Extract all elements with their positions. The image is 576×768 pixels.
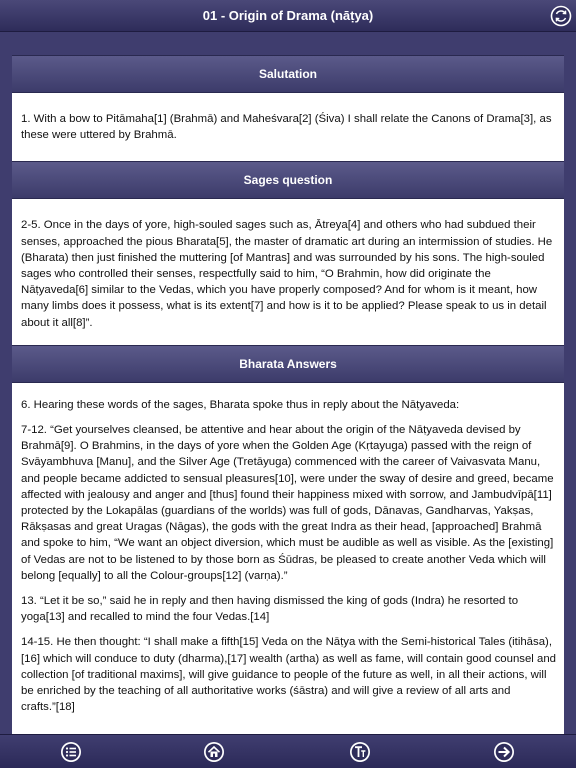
section-sages-question bbox=[12, 161, 564, 344]
section-body bbox=[12, 199, 564, 344]
home-icon[interactable] bbox=[203, 741, 225, 763]
list-icon[interactable] bbox=[60, 741, 82, 763]
page-title: 01 - Origin of Drama (nāṭya) bbox=[202, 8, 374, 23]
section-header: Bharata Answers bbox=[12, 345, 564, 383]
verse-paragraph: 13. “Let it be so,” said he in reply and then having dismissed the king of gods (Indra) he resorted to yoga[13] and recalled to mind the four Vedas.[14] bbox=[21, 595, 519, 624]
text-size-icon[interactable] bbox=[349, 741, 371, 763]
verse-paragraph: 6. Hearing these words of the sages, Bharata spoke thus in reply about the Nāṭyaveda: bbox=[21, 398, 460, 411]
section-header: Sages question bbox=[12, 161, 564, 199]
verse-paragraph: 14-15. He then thought: “I shall make a fifth[15] Veda on the Nāṭya with the Semi-historical Tales (itihāsa),[16] which will conduce to duty (dharma),[17] wealth (artha) as well as fame, will contain good counsel and collection [of traditional maxims], will give guidance to people of the future as well, in all their actions, will be enriched by the teaching of all authoritative works (śāstra) and will give a review of all arts and crafts.”[18] bbox=[21, 636, 557, 714]
section-salutation bbox=[12, 55, 564, 161]
section-bharata-answers bbox=[12, 345, 564, 726]
verse-paragraph: 7-12. “Get yourselves cleansed, be attentive and hear about the origin of the Nāṭyaveda devised by Brahmā[9]. O Brahmins, in the days of yore when the Golden Age (Kṛtayuga) passed with the reign of Svāyambhuva [Manu], and the Silver Age (Tretāyuga) commenced with the career of Vaivasvata Manu, and people became addicted to sensual pleasures[10], were under the sway of desire and greed, became affected with jealousy and anger and [thus] found their happiness mixed with sorrow, and Jambudvīpā[11] protected by the Lokapālas (guardians of the worlds) was full of gods, Dānavas, Gandharvas, Yakṣas, Rākṣasas and great Uragas (Nāgas), the gods with the great Indra as their head, [approached] Brahmā and spoke to him, “We want an object diversion, which must be audible as well as visible. As the [existing] of Vedas are not to be listened to by those born as Śūdras, be pleased to create another Veda which will belong [equally] to all the Colour-groups[12] (varṇa).” bbox=[21, 424, 554, 582]
verse-paragraph: 1. With a bow to Pitāmaha[1] (Brahmā) and Maheśvara[2] (Śiva) I shall relate the Canons of Drama[3], as these were uttered by Brahmā. bbox=[21, 113, 552, 142]
arrow-right-icon[interactable] bbox=[493, 741, 515, 763]
section-body bbox=[12, 93, 564, 161]
section-header: Salutation bbox=[12, 55, 564, 93]
top-bar bbox=[0, 0, 576, 32]
cycle-icon[interactable] bbox=[550, 5, 572, 27]
section-body bbox=[12, 383, 564, 726]
content-scroll-area[interactable] bbox=[12, 55, 564, 735]
verse-paragraph: 2-5. Once in the days of yore, high-souled sages such as, Ātreya[4] and others who had subdued their senses, approached the pious Bharata[5], the master of dramatic art during an intermission of studies. He (Bharata) then just finished the muttering [of Mantras] and was surrounded by his sons. The high-souled sages who controlled their senses, respectfully said to him, “O Brahmin, how did originate the Nāṭyaveda[6] similar to the Vedas, which you have properly composed? And for whom is it meant, how many limbs does it possess, what is its extent[7] and how is it to be applied? Please speak to us in detail about it all[8]”. bbox=[21, 219, 553, 329]
bottom-nav-bar bbox=[0, 734, 576, 768]
